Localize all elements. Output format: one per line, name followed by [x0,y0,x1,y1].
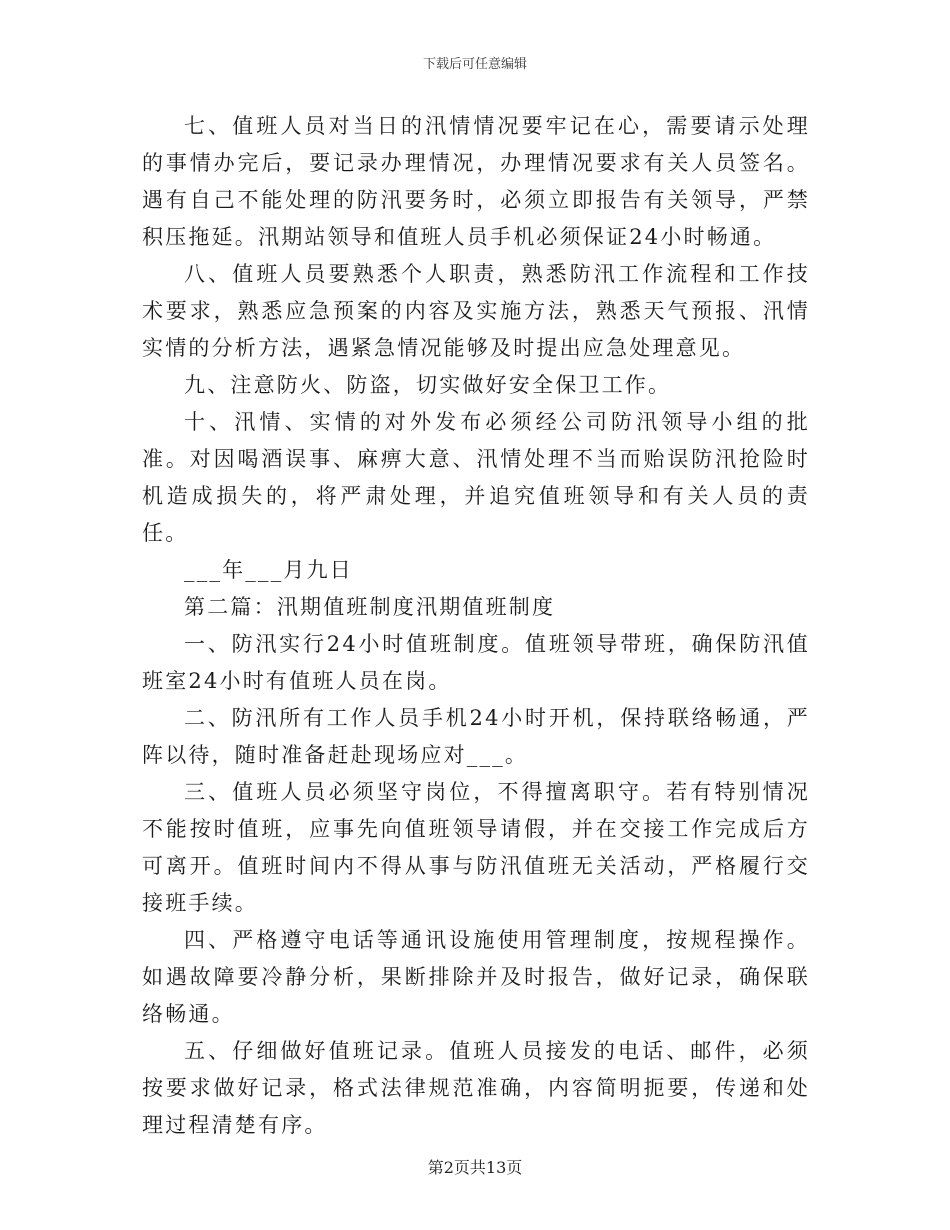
paragraph-item-9: 九、注意防火、防盗，切实做好安全保卫工作。 [184,373,672,397]
page-number: 第2页共13页 [427,1158,523,1177]
paragraph-item-1: 一、防汛实行24小时值班制度。值班领导带班，确保防汛值班室24小时有值班人员在岗。 [142,632,810,693]
section-title: 第二篇：汛期值班制度汛期值班制度 [184,595,556,619]
paragraph-item-7: 七、值班人员对当日的汛情情况要牢记在心，需要请示处理的事情办完后，要记录办理情况，办理情况要求有关人员签名。遇有自己不能处理的防汛要务时，必须立即报告有关领导，严禁积压拖延。汛期站领导和值班人员手机必须保证24小时畅通。 [142,114,810,249]
paragraph-item-3: 三、值班人员必须坚守岗位，不得擅离职守。若有特别情况不能按时值班，应事先向值班领导请假，并在交接工作完成后方可离开。值班时间内不得从事与防汛值班无关活动，严格履行交接班手续。 [142,780,810,915]
document-body [142,108,810,1144]
paragraph-item-2: 二、防汛所有工作人员手机24小时开机，保持联络畅通，严阵以待，随时准备赶赴现场应对___。 [142,706,810,767]
paragraph-item-4: 四、严格遵守电话等通讯设施使用管理制度，按规程操作。如遇故障要冷静分析，果断排除并及时报告，做好记录，确保联络畅通。 [142,928,810,1026]
paragraph-item-5: 五、仔细做好值班记录。值班人员接发的电话、邮件，必须按要求做好记录，格式法律规范准确，内容简明扼要，传递和处理过程清楚有序。 [142,1039,810,1137]
paragraph-item-10: 十、汛情、实情的对外发布必须经公司防汛领导小组的批准。对因喝酒误事、麻痹大意、汛情处理不当而贻误防汛抢险时机造成损失的，将严肃处理，并追究值班领导和有关人员的责任。 [142,410,810,545]
page-header-note: 下载后可任意编辑 [422,57,527,72]
date-line: ___年___月九日 [184,558,353,582]
paragraph-item-8: 八、值班人员要熟悉个人职责，熟悉防汛工作流程和工作技术要求，熟悉应急预案的内容及实施方法，熟悉天气预报、汛情实情的分析方法，遇紧急情况能够及时提出应急处理意见。 [142,262,810,360]
